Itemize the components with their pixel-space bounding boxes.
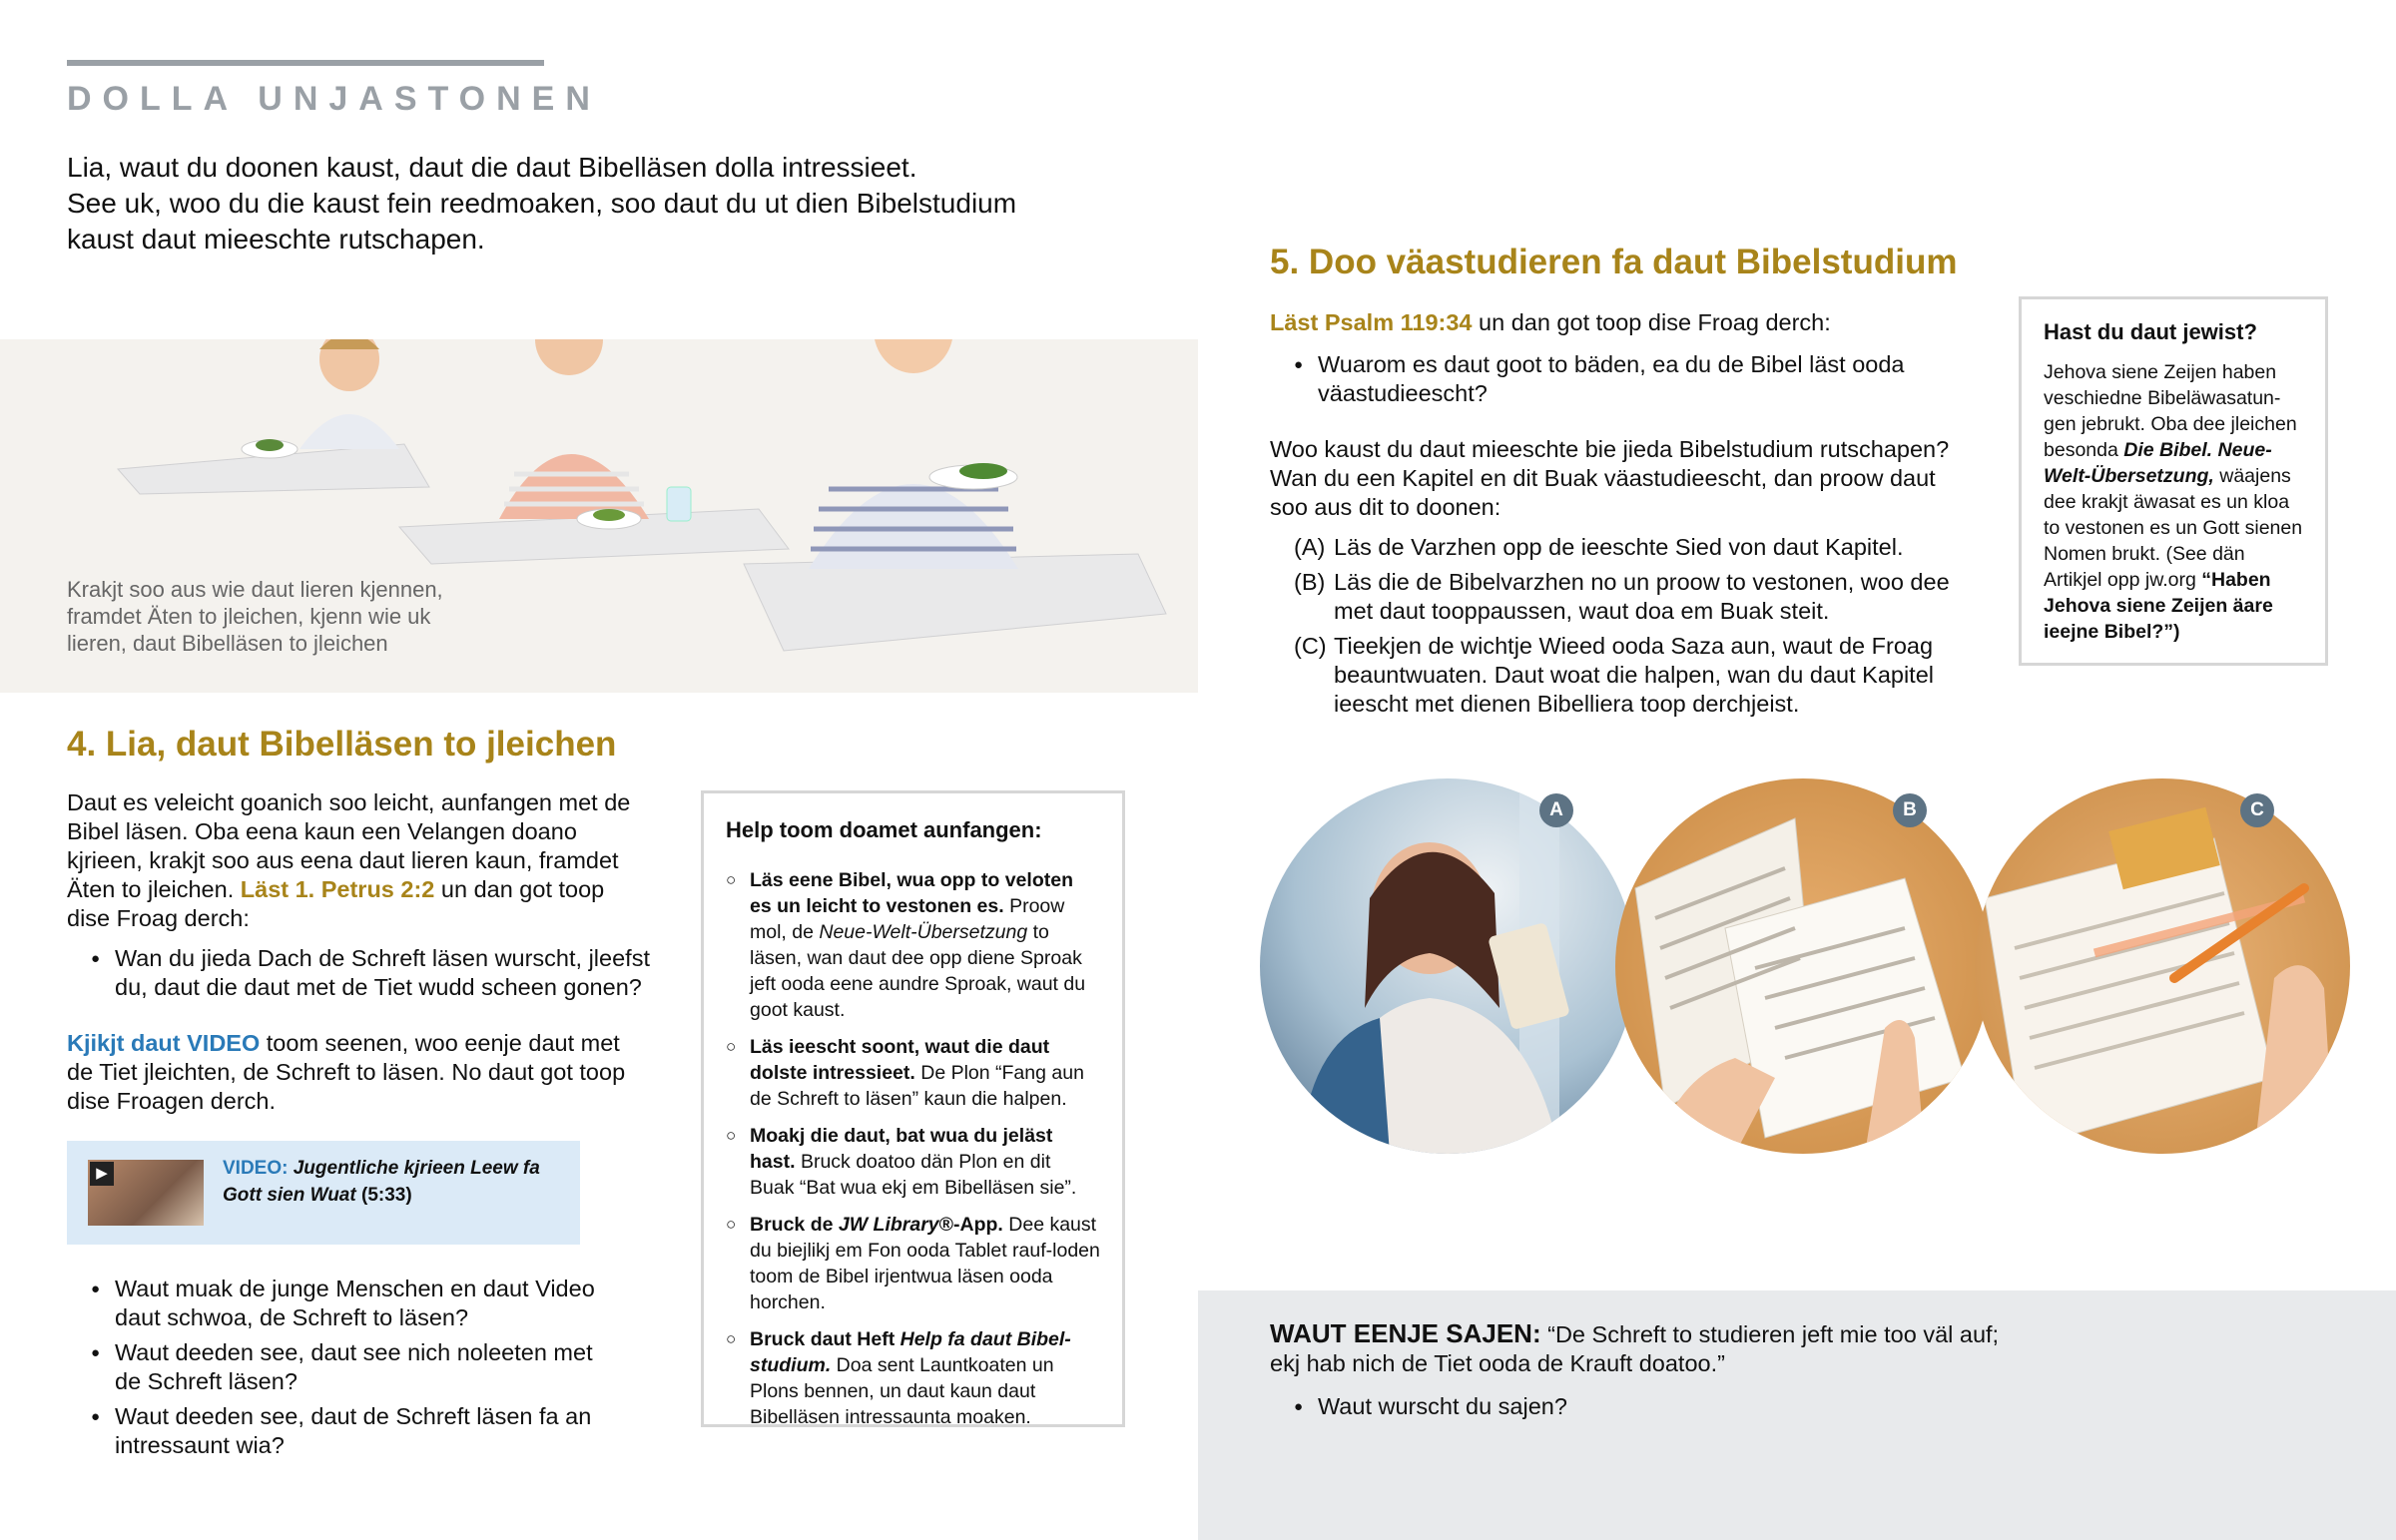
section4-para-text: Daut es veleicht goanich soo leicht, aunfangen met de Bibel läsen. Oba eena kaun een Velangen doano kjrieen, krakjt soo aus eena daut lieren kaun, framdet Äten to jleichen. [67, 789, 631, 902]
help-item-bold: Bruck daut Heft [750, 1328, 896, 1350]
list-item: ● Waut wurscht du sajen? [1270, 1392, 2128, 1421]
step-item [1270, 568, 1959, 626]
did-you-know-box [2019, 296, 2328, 666]
video-duration: (5:33) [361, 1185, 412, 1206]
girl-reading-illustration [1260, 778, 1635, 1154]
scripture-link-psalm[interactable]: Läst Psalm 119:34 [1270, 309, 1473, 335]
list-item: ● Waut muak de junge Menschen en daut Video daut schwoa, de Schreft to läsen? [67, 1275, 606, 1332]
help-item-text: Bruck doatoo dän Plon en dit Buak “Bat wua ekj em Bibelläsen sie”. [750, 1151, 1077, 1199]
section-label: DOLLA UNJASTONEN [67, 80, 601, 118]
help-item-bold: Moakj die daut, bat wua du jeläst hast. [750, 1125, 1053, 1173]
help-item-text: Doa sent Launtkoaten un Plons bennen, un daut kaun daut Bibelläsen intressaunta moaken. [750, 1354, 1054, 1428]
quote-line: “De Schreft to studieren jeft mie too väl auf; [1547, 1321, 2000, 1347]
list-item [726, 1034, 1100, 1112]
list-item: ● Waut deeden see, daut see nich noleeten met de Schreft läsen? [67, 1338, 606, 1396]
step-key: (C) [1294, 633, 1327, 659]
help-item-em: Help fa daut Bibel-studium. [750, 1328, 1071, 1376]
help-box-title: Help toom doamet aunfangen: [726, 817, 1042, 842]
help-item-bold: Läs eene Bibel, wua opp to veloten es un leicht to vestonen es. [750, 869, 1073, 917]
video-thumbnail[interactable] [88, 1160, 204, 1226]
help-item-em: Neue-Welt-Übersetzung [819, 921, 1028, 943]
illustration-b-open-book [1615, 778, 1991, 1154]
quote-question-list [1270, 1392, 2128, 1421]
did-you-know-text [2044, 359, 2303, 645]
help-item-text: De Plon “Fang aun de Schreft to läsen” kaun die halpen. [750, 1062, 1084, 1110]
help-item-text: to läsen, wan daut dee opp diene Sproak jeft ooda eene aundre Sproak, waut du goot kaust. [750, 921, 1086, 1021]
help-item-em: JW Library [838, 1214, 939, 1236]
list-item: ● Wan du jieda Dach de Schreft läsen wurscht, jleefst du, daut die daut met de Tiet wudd scheen gonen? [67, 944, 651, 1002]
did-you-know-part: wäajens dee krakjt äwasat es un kloa to vestonen es un Gott sienen Nomen brukt. (See dän Artikjel opp jw.org [2044, 465, 2303, 591]
illustration-a-reading-phone [1260, 778, 1635, 1154]
help-item-bold: ®-App. [938, 1214, 1003, 1236]
video-intro-text: toom seenen, woo eenje daut met de Tiet jleichten, de Schreft to läsen. No daut got toop dise Froagen derch. [67, 1030, 626, 1114]
intro-line: See uk, woo du die kaust fein reedmoaken, soo daut du ut dien Bibelstudium [67, 188, 1017, 219]
step-text: Läs die de Bibelvarzhen no un proow to vestonen, woo dee met daut tooppaussen, waut doa em Buak steit. [1334, 569, 1950, 624]
step-text: Tieekjen de wichtje Wieed ooda Saza aun, waut de Froag beauntwuaten. Daut woat die halpen, wan du daut Kapitel ieescht met dienen Bibelliera toop derchjeist. [1334, 633, 1934, 717]
section4-paragraph [67, 788, 651, 933]
step-key: (B) [1294, 569, 1326, 595]
video-title-block[interactable] [223, 1155, 562, 1209]
header-rule [67, 60, 544, 66]
step-item [1270, 632, 1959, 719]
highlighting-illustration [1975, 778, 2350, 1154]
video-link[interactable]: Kjikjt daut VIDEO [67, 1030, 261, 1056]
intro-line: kaust daut mieeschte rutschapen. [67, 224, 485, 255]
help-item-text: Dee kaust du biejlikj em Fon ooda Tablet rauf-loden toom de Bibel irjentwua läsen ooda horchen. [750, 1214, 1100, 1313]
video-label: VIDEO: [223, 1158, 289, 1179]
intro-text [67, 150, 1125, 257]
step-text: Läs de Varzhen opp de ieeschte Sied von daut Kapitel. [1334, 534, 1904, 560]
list-item [726, 867, 1100, 1023]
did-you-know-bible-title: Die Bibel. Neue-Welt-Übersetzung, [2044, 439, 2272, 487]
section5-intro [1270, 308, 1959, 337]
step-item [1270, 533, 1959, 562]
scripture-link-petrus[interactable]: Läst 1. Petrus 2:2 [240, 876, 435, 902]
section5-question-list [1270, 350, 1959, 408]
video-card[interactable] [67, 1141, 580, 1245]
intro-line: Lia, waut du doonen kaust, daut die daut Bibelläsen dolla intressieet. [67, 152, 917, 183]
help-box [701, 790, 1125, 1427]
step-key: (A) [1294, 534, 1326, 560]
help-item-bold: Bruck de [750, 1214, 834, 1236]
section5-paragraph: Woo kaust du daut mieeschte bie jieda Bibelstudium rutschapen? Wan du een Kapitel en dit Buak väastudieescht, dan proow daut soo aus dit to doonen: [1270, 436, 1950, 520]
steps-list [1270, 533, 1959, 725]
did-you-know-title: Hast du daut jewist? [2044, 319, 2257, 344]
quote-label: WAUT EENJE SAJEN: [1270, 1318, 1541, 1348]
open-book-illustration [1615, 778, 1991, 1154]
illustration-c-highlighting [1975, 778, 2350, 1154]
list-item: ● Waut deeden see, daut de Schreft läsen fa an intressaunt wia? [67, 1402, 606, 1460]
help-item-bold: Läs ieescht soont, waut die daut dolste intressieet. [750, 1036, 1050, 1084]
help-item-text: Proow mol, de [750, 895, 1065, 943]
quote-text [1270, 1319, 2128, 1378]
illustration-caption: Krakjt soo aus wie daut lieren kjennen, framdet Äten to jleichen, kjenn wie uk lieren, daut Bibelläsen to jleichen [67, 577, 443, 656]
quote-line: ekj hab nich de Tiet ooda de Krauft doatoo.” [1270, 1350, 1725, 1376]
section4-para-tail: un dan got toop dise Froag derch: [67, 876, 605, 931]
list-item [726, 1123, 1100, 1201]
video-intro [67, 1029, 651, 1116]
video-title: Jugentliche kjrieen Leew fa Gott sien Wuat [223, 1158, 540, 1206]
section4-question-list [67, 944, 651, 1002]
list-item: ● Wuarom es daut goot to bäden, ea du de Bibel läst ooda väastudieescht? [1270, 350, 1959, 408]
badge-b: B [1893, 793, 1927, 827]
section4-heading: 4. Lia, daut Bibelläsen to jleichen [67, 725, 617, 764]
section5-intro-tail: un dan got toop dise Froag derch: [1479, 309, 1831, 335]
help-list [726, 867, 1100, 1430]
badge-a: A [1539, 793, 1573, 827]
list-item [726, 1212, 1100, 1315]
list-item [726, 1326, 1100, 1430]
play-icon[interactable]: ▶ [90, 1162, 114, 1186]
badge-c: C [2240, 793, 2274, 827]
did-you-know-part: Jehova siene Zeijen haben veschiedne Bibeläwasatun-gen jebrukt. Oba dee jleichen besonda [2044, 361, 2297, 461]
did-you-know-article-link[interactable]: “Haben Jehova siene Zeijen äare ieejne Bibel?”) [2044, 569, 2273, 643]
video-question-list [67, 1275, 606, 1460]
section5-heading: 5. Doo väastudieren fa daut Bibelstudium [1270, 243, 1958, 281]
